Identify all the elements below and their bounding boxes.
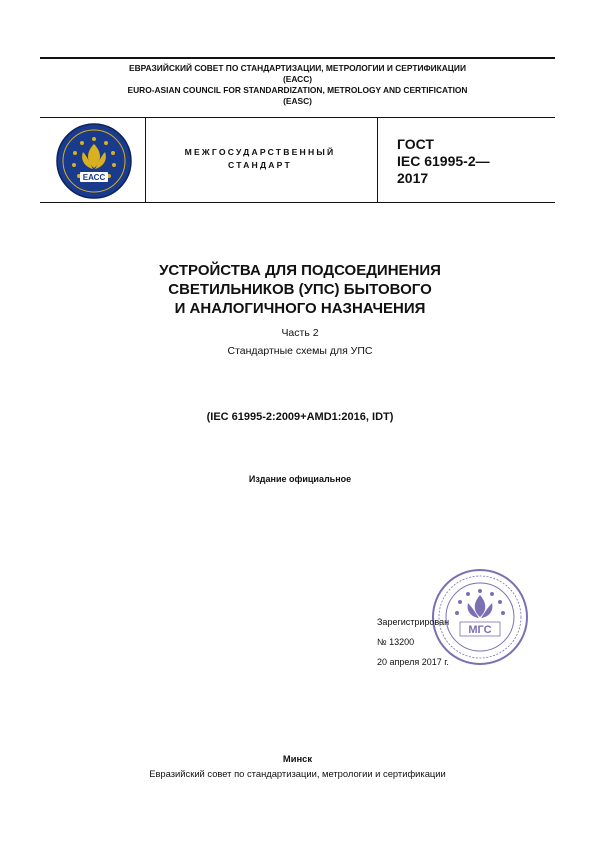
gost-line-3: 2017	[397, 170, 429, 186]
council-abbr-en: (EASC)	[283, 96, 312, 106]
standard-type-line-1: МЕЖГОСУДАРСТВЕННЫЙ	[184, 147, 336, 157]
council-name-en: EURO-ASIAN COUNCIL FOR STANDARDIZATION, METROLOGY AND CERTIFICATION	[127, 85, 468, 95]
gost-divider	[377, 117, 378, 203]
easc-logo-text: ЕАСС	[82, 173, 106, 182]
council-name-block	[40, 63, 555, 107]
registration-date: 20 апреля 2017 г.	[377, 657, 449, 667]
document-subtitle: Стандартные схемы для УПС	[227, 345, 373, 357]
registration-number: № 13200	[377, 637, 415, 647]
footer	[40, 753, 555, 780]
title-line-1: УСТРОЙСТВА ДЛЯ ПОДСОЕДИНЕНИЯ	[159, 262, 441, 279]
standard-type-label	[150, 146, 370, 172]
standard-type-line-2: СТАНДАРТ	[228, 160, 292, 170]
header-bottom-rule	[40, 202, 555, 203]
gost-designation	[397, 136, 490, 187]
council-abbr-ru: (ЕАСС)	[282, 74, 313, 84]
gost-line-2: IEC 61995-2—	[397, 153, 490, 169]
mgs-stamp-text: МГС	[468, 624, 492, 636]
official-edition: Издание официальное	[248, 474, 352, 484]
iec-reference: (IEC 61995-2:2009+AMD1:2016, IDT)	[206, 411, 394, 423]
easc-emblem-icon	[53, 122, 135, 200]
title-line-2: СВЕТИЛЬНИКОВ (УПС) БЫТОВОГО	[168, 281, 432, 298]
document-title	[60, 261, 540, 318]
easc-logo	[53, 122, 135, 200]
top-rule	[40, 57, 555, 59]
council-name-ru: ЕВРАЗИЙСКИЙ СОВЕТ ПО СТАНДАРТИЗАЦИИ, МЕТРОЛОГИИ И СЕРТИФИКАЦИИ	[129, 63, 466, 73]
registration-line-1: Зарегистрирован	[377, 617, 450, 627]
footer-city: Минск	[282, 753, 313, 764]
gost-line-1: ГОСТ	[397, 136, 434, 152]
header-rule	[40, 117, 555, 118]
document-part: Часть 2	[281, 327, 319, 339]
title-line-3: И АНАЛОГИЧНОГО НАЗНАЧЕНИЯ	[174, 300, 426, 317]
registration-info	[377, 616, 449, 668]
footer-publisher: Евразийский совет по стандартизации, метрологии и сертификации	[149, 768, 446, 779]
logo-divider	[145, 117, 146, 203]
